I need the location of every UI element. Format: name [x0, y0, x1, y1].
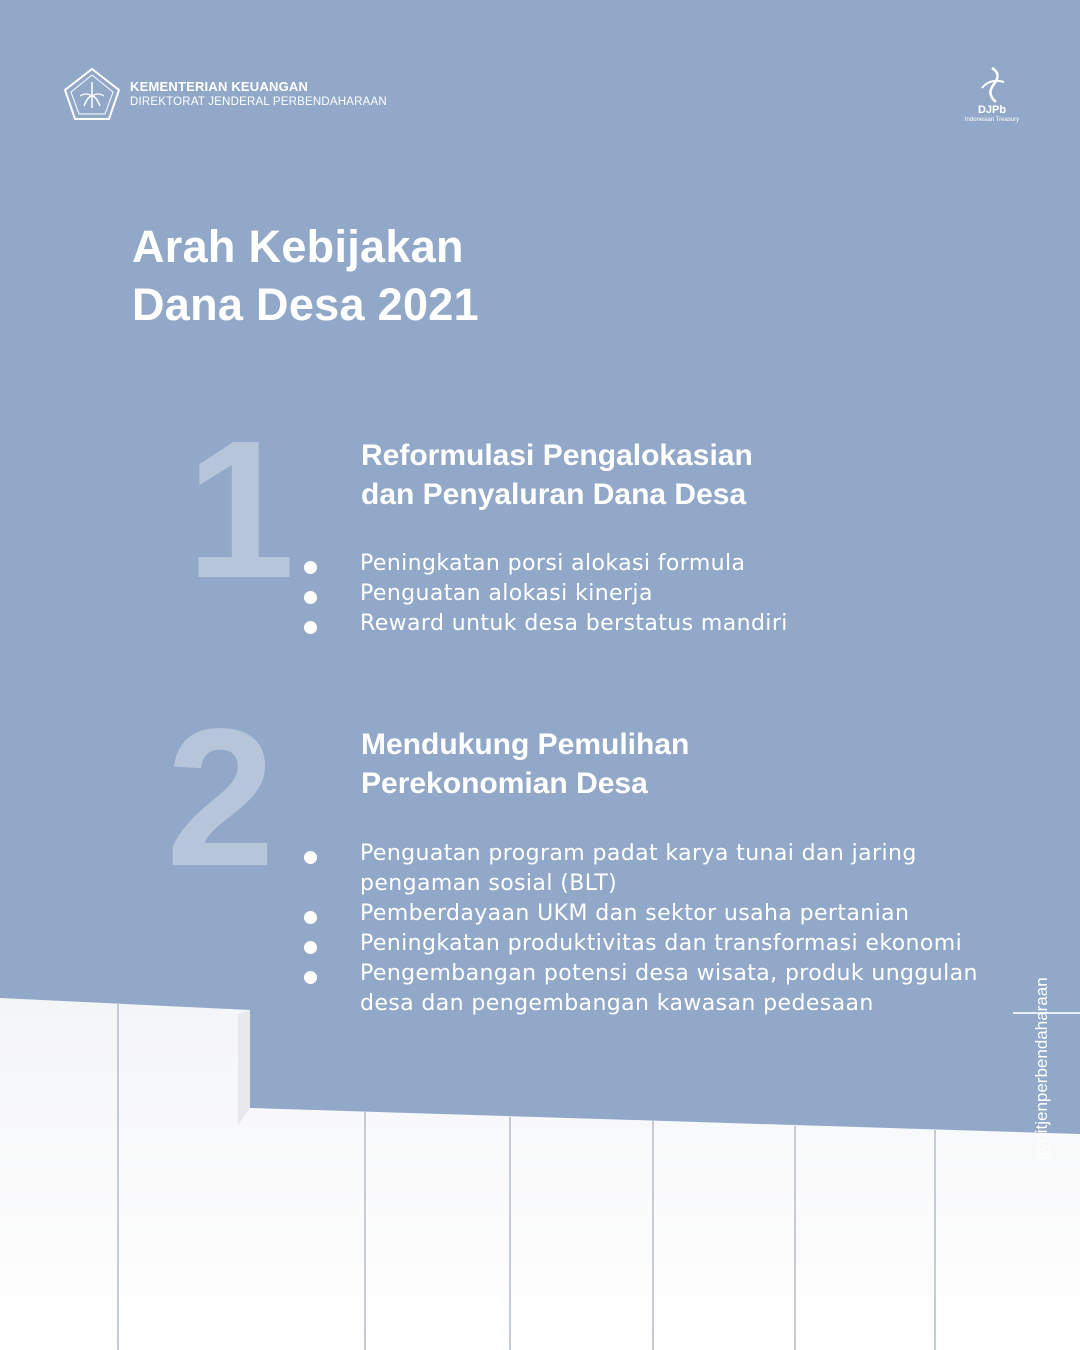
page-title-line1: Arah Kebijakan — [132, 221, 464, 272]
bullet-dot-icon — [304, 971, 317, 984]
section-2-title-line2: Perekonomian Desa — [361, 767, 648, 800]
bullet-dot-icon — [304, 591, 317, 604]
list-item-text: Pemberdayaan UKM dan sektor usaha pertanian — [360, 901, 910, 926]
list-item — [300, 899, 980, 929]
djpb-logo-icon — [972, 66, 1012, 104]
list-item-text: Pengembangan potensi desa wisata, produk unggulan desa dan pengembangan kawasan pedesaan — [360, 961, 978, 1016]
list-item — [300, 579, 980, 609]
section-1-title — [361, 436, 981, 514]
bullet-dot-icon — [304, 941, 317, 954]
section-1-number: 1 — [186, 400, 296, 619]
bullet-dot-icon — [304, 621, 317, 634]
bullet-dot-icon — [304, 851, 317, 864]
ministry-name: KEMENTERIAN KEUANGAN — [130, 79, 309, 94]
section-2-title — [361, 725, 981, 803]
bullet-dot-icon — [304, 911, 317, 924]
djpb-logo-text: DJPb — [977, 104, 1007, 116]
djpb-logo — [952, 66, 1032, 130]
section-1-title-line2: dan Penyaluran Dana Desa — [361, 478, 747, 511]
page-title — [132, 218, 732, 334]
social-handle: @ditjenperbendaharaan — [1032, 977, 1051, 1160]
list-item-text: Penguatan alokasi kinerja — [360, 581, 653, 606]
list-item — [300, 549, 980, 579]
list-item — [300, 959, 980, 1019]
ministry-header — [62, 66, 387, 122]
section-1-list — [300, 549, 980, 639]
list-item-text: Peningkatan porsi alokasi formula — [360, 551, 746, 576]
list-item — [300, 929, 980, 959]
section-2-list — [300, 839, 980, 1019]
list-item — [300, 839, 980, 899]
bullet-dot-icon — [304, 561, 317, 574]
list-item — [300, 609, 980, 639]
section-2-number: 2 — [166, 688, 276, 907]
section-1-title-line1: Reformulasi Pengalokasian — [361, 439, 753, 472]
page-title-line2: Dana Desa 2021 — [132, 279, 479, 330]
list-item-text: Reward untuk desa berstatus mandiri — [360, 611, 788, 636]
directorate-name: DIREKTORAT JENDERAL PERBENDAHARAAN — [130, 96, 387, 108]
kemenkeu-emblem-icon — [62, 66, 122, 122]
section-2-title-line1: Mendukung Pemulihan — [361, 728, 690, 761]
list-item-text: Peningkatan produktivitas dan transformasi ekonomi — [360, 931, 963, 956]
djpb-logo-subtext: Indonesian Treasury — [964, 117, 1020, 123]
list-item-text: Penguatan program padat karya tunai dan jaring pengaman sosial (BLT) — [360, 841, 917, 896]
